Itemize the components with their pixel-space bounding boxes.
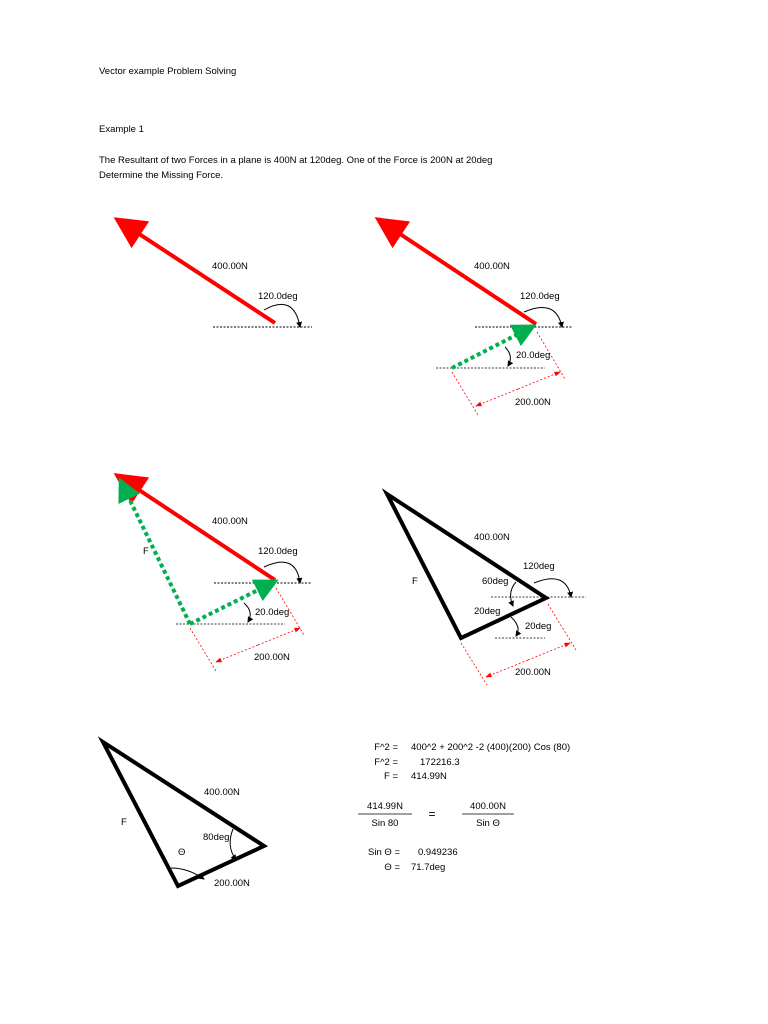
dimension-arrow xyxy=(518,372,560,389)
extension-line xyxy=(548,604,576,650)
small-angle-arc xyxy=(505,347,510,366)
fraction1-denominator: Sin 80 xyxy=(371,818,399,829)
force-label: 200.00N xyxy=(515,667,551,678)
angle-label-20b: 20deg xyxy=(525,621,552,632)
resultant-label: 400.00N xyxy=(204,787,240,798)
unknown-force-arrow xyxy=(124,488,190,624)
fraction2-denominator: Sin Θ xyxy=(476,818,500,829)
figure-5 xyxy=(103,742,264,889)
force-triangle xyxy=(103,742,264,886)
angle-arc xyxy=(264,304,300,327)
small-angle-label: 20.0deg xyxy=(255,607,290,618)
calc-line5-lhs: Θ = xyxy=(384,862,400,873)
small-angle-arc xyxy=(244,603,250,622)
calc-line2-lhs: F^2 = xyxy=(374,757,398,768)
calc-line4-lhs: Sin Θ = xyxy=(368,847,400,858)
force-label: 200.00N xyxy=(515,397,551,408)
calc-line4-rhs: 0.949236 xyxy=(418,847,458,858)
calc-line3-rhs: 414.99N xyxy=(411,771,447,782)
dimension-arrow xyxy=(258,628,300,645)
figure-3 xyxy=(124,482,312,671)
resultant-label: 400.00N xyxy=(212,516,248,527)
calc-line2-rhs: 172216.3 xyxy=(420,757,460,768)
calc-line1-rhs: 400^2 + 200^2 -2 (400)(200) Cos (80) xyxy=(411,742,571,753)
angle-arc-60 xyxy=(511,582,516,606)
resultant-label: 400.00N xyxy=(212,261,248,272)
force-label: 200.00N xyxy=(254,652,290,663)
angle-arc-80 xyxy=(230,829,236,860)
calc-line5-rhs: 71.7deg xyxy=(411,862,446,873)
angle-label-120: 120deg xyxy=(523,561,555,572)
angle-label: 120.0deg xyxy=(258,291,298,302)
unknown-force-label: F xyxy=(143,546,149,557)
angle-label: 120.0deg xyxy=(258,546,298,557)
problem-line-1: The Resultant of two Forces in a plane is 400N at 120deg. One of the Force is 200N at 20deg xyxy=(99,155,493,166)
resultant-arrow xyxy=(388,226,536,324)
resultant-arrow xyxy=(127,482,275,580)
force-label: 200.00N xyxy=(214,878,250,889)
figure-4 xyxy=(387,494,586,685)
extension-line xyxy=(190,628,216,671)
theta-label: Θ xyxy=(178,847,186,858)
unknown-force-label: F xyxy=(121,817,127,828)
component-arrow xyxy=(190,585,268,624)
figure-2 xyxy=(388,226,572,415)
angle-arc xyxy=(524,307,562,327)
angle-label-20a: 20deg xyxy=(474,606,501,617)
angle-label-60: 60deg xyxy=(482,576,509,587)
angle-label: 120.0deg xyxy=(520,291,560,302)
fraction1-numerator: 414.99N xyxy=(367,801,403,812)
dimension-arrow xyxy=(216,645,258,662)
component-arrow xyxy=(452,330,526,368)
dimension-arrow xyxy=(528,643,570,660)
resultant-label: 400.00N xyxy=(474,532,510,543)
resultant-arrow xyxy=(127,226,275,323)
calc-line1-lhs: F^2 = xyxy=(374,742,398,753)
calc-line3-lhs: F = xyxy=(384,771,398,782)
fraction2-numerator: 400.00N xyxy=(470,801,506,812)
calculation xyxy=(358,742,570,873)
angle-label-80: 80deg xyxy=(203,832,230,843)
angle-arc xyxy=(264,562,300,583)
example-heading: Example 1 xyxy=(99,124,144,135)
dimension-arrow xyxy=(476,389,518,406)
figure-1 xyxy=(127,226,312,327)
small-angle-label: 20.0deg xyxy=(516,350,551,361)
resultant-label: 400.00N xyxy=(474,261,510,272)
angle-arc-20 xyxy=(511,617,518,636)
extension-line xyxy=(461,643,487,685)
unknown-force-label: F xyxy=(412,576,418,587)
extension-line xyxy=(452,372,478,415)
doc-title: Vector example Problem Solving xyxy=(99,66,237,77)
equals-sign: = xyxy=(428,807,436,821)
problem-line-2: Determine the Missing Force. xyxy=(99,170,224,181)
